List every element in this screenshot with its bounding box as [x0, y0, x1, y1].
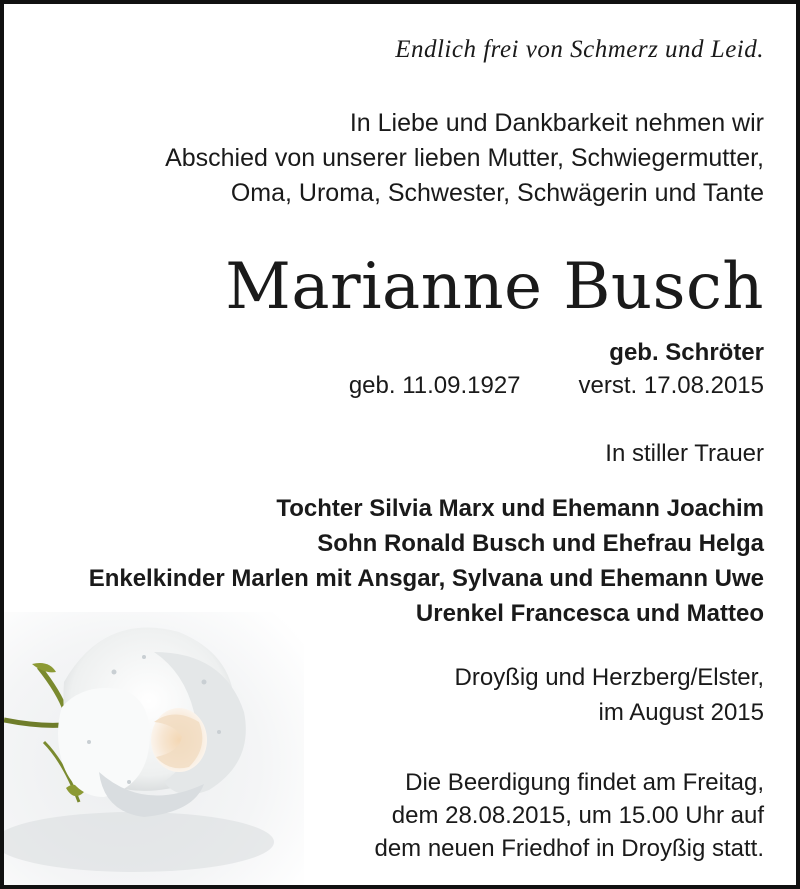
death-date: verst. 17.08.2015	[578, 372, 764, 399]
family-member: Enkelkinder Marlen mit Ansgar, Sylvana und Ehemann Uwe	[88, 565, 764, 592]
family-member: Urenkel Francesca und Matteo	[415, 600, 764, 627]
mourning-label: In stiller Trauer	[605, 440, 764, 467]
funeral-line: dem 28.08.2015, um 15.00 Uhr auf	[391, 802, 764, 829]
intro-text	[165, 106, 764, 211]
intro-line: In Liebe und Dankbarkeit nehmen wir	[349, 109, 764, 137]
life-dates	[349, 372, 764, 400]
maiden-name: geb. Schröter	[609, 339, 764, 366]
funeral-info	[374, 766, 764, 865]
birth-date: geb. 11.09.1927	[348, 372, 521, 399]
date-line: im August 2015	[598, 699, 764, 726]
intro-line: Oma, Uroma, Schwester, Schwägerin und Tante	[230, 179, 764, 207]
funeral-line: dem neuen Friedhof in Droyßig statt.	[374, 835, 764, 862]
place-and-date	[455, 660, 764, 730]
deceased-name: Marianne Busch	[225, 250, 764, 324]
place-line: Droyßig und Herzberg/Elster,	[454, 664, 764, 691]
white-rose-image	[4, 612, 304, 889]
funeral-line: Die Beerdigung findet am Freitag,	[405, 769, 764, 796]
family-list	[89, 491, 764, 631]
family-member: Sohn Ronald Busch und Ehefrau Helga	[317, 530, 764, 557]
intro-line: Abschied von unserer lieben Mutter, Schwiegermutter,	[165, 144, 764, 172]
family-member: Tochter Silvia Marx und Ehemann Joachim	[276, 495, 764, 522]
motto: Endlich frei von Schmerz und Leid.	[395, 36, 764, 63]
